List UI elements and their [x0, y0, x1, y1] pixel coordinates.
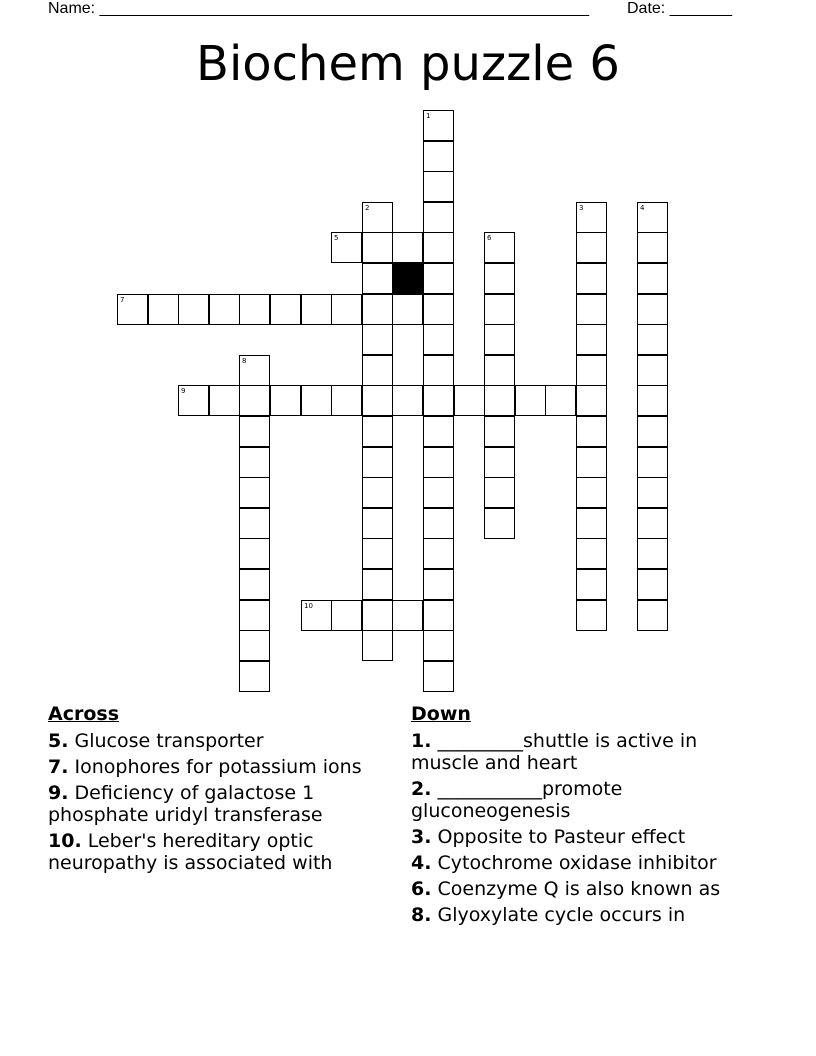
- grid-cell[interactable]: [637, 355, 668, 386]
- clue-text: Glucose transporter: [74, 730, 264, 752]
- clue-item: [411, 778, 761, 822]
- grid-cell[interactable]: [637, 416, 668, 447]
- grid-cell[interactable]: [301, 600, 332, 631]
- grid-cell[interactable]: [576, 477, 607, 508]
- grid-cell[interactable]: [637, 232, 668, 263]
- grid-cell[interactable]: [423, 630, 454, 661]
- grid-cell[interactable]: [117, 294, 148, 325]
- cell-number: 2: [365, 204, 370, 212]
- grid-cell[interactable]: [239, 416, 270, 447]
- clue-item: [411, 904, 761, 926]
- grid-cell[interactable]: [637, 324, 668, 355]
- clue-text: Cytochrome oxidase inhibitor: [437, 852, 717, 874]
- grid-cell[interactable]: [637, 477, 668, 508]
- grid-cell[interactable]: [239, 538, 270, 569]
- grid-cell[interactable]: [576, 447, 607, 478]
- grid-cell[interactable]: [576, 385, 607, 416]
- clue-item: [48, 830, 378, 874]
- grid-cell[interactable]: [637, 569, 668, 600]
- grid-cell[interactable]: [637, 508, 668, 539]
- grid-cell[interactable]: [576, 600, 607, 631]
- grid-cell[interactable]: [576, 416, 607, 447]
- grid-cell[interactable]: [423, 324, 454, 355]
- grid-cell[interactable]: [392, 385, 423, 416]
- grid-cell[interactable]: [239, 661, 270, 692]
- clue-item: [48, 730, 378, 752]
- clue-item: [411, 730, 761, 774]
- clue-number: 8.: [411, 904, 432, 926]
- grid-cell[interactable]: [576, 294, 607, 325]
- cell-number: 1: [426, 112, 431, 120]
- grid-cell[interactable]: [423, 232, 454, 263]
- grid-cell[interactable]: [331, 600, 362, 631]
- grid-cell[interactable]: [637, 385, 668, 416]
- grid-cell[interactable]: [484, 294, 515, 325]
- grid-cell[interactable]: [576, 538, 607, 569]
- clue-number: 5.: [48, 730, 69, 752]
- grid-cell[interactable]: [423, 661, 454, 692]
- across-clues: [48, 702, 378, 878]
- grid-cell[interactable]: [484, 447, 515, 478]
- grid-cell[interactable]: [423, 110, 454, 141]
- grid-cell[interactable]: [239, 630, 270, 661]
- grid-cell[interactable]: [239, 477, 270, 508]
- grid-cell[interactable]: [331, 385, 362, 416]
- cell-number: 6: [487, 234, 492, 242]
- grid-cell[interactable]: [637, 294, 668, 325]
- grid-cell[interactable]: [454, 385, 485, 416]
- grid-cell[interactable]: [637, 447, 668, 478]
- clue-number: 1.: [411, 730, 432, 752]
- grid-cell[interactable]: [423, 508, 454, 539]
- grid-cell[interactable]: [239, 355, 270, 386]
- grid-cell[interactable]: [362, 385, 393, 416]
- grid-cell[interactable]: [576, 508, 607, 539]
- grid-cell[interactable]: [362, 355, 393, 386]
- clue-number: 7.: [48, 756, 69, 778]
- grid-cell[interactable]: [576, 263, 607, 294]
- grid-cell[interactable]: [423, 385, 454, 416]
- grid-cell[interactable]: [239, 508, 270, 539]
- cell-number: 7: [120, 296, 125, 304]
- grid-cell[interactable]: [484, 232, 515, 263]
- grid-cell[interactable]: [423, 416, 454, 447]
- grid-cell[interactable]: [576, 324, 607, 355]
- grid-cell[interactable]: [423, 538, 454, 569]
- grid-cell[interactable]: [209, 294, 240, 325]
- cell-number: 10: [304, 602, 313, 610]
- grid-cell[interactable]: [576, 232, 607, 263]
- grid-cell[interactable]: [392, 232, 423, 263]
- clue-text: Coenzyme Q is also known as: [437, 878, 721, 900]
- grid-cell[interactable]: [423, 355, 454, 386]
- clue-item: [48, 782, 378, 826]
- grid-cell[interactable]: [515, 385, 546, 416]
- clue-number: 9.: [48, 782, 69, 804]
- grid-cell[interactable]: [392, 600, 423, 631]
- grid-cell[interactable]: [484, 385, 515, 416]
- name-field-label: Name: _______________________________________________________: [48, 0, 589, 17]
- grid-cell[interactable]: [637, 263, 668, 294]
- grid-cell[interactable]: [484, 324, 515, 355]
- grid-cell[interactable]: [239, 600, 270, 631]
- grid-cell[interactable]: [270, 294, 301, 325]
- grid-cell[interactable]: [362, 538, 393, 569]
- clue-item: [411, 826, 761, 848]
- grid-cell[interactable]: [362, 630, 393, 661]
- grid-cell[interactable]: [178, 385, 209, 416]
- grid-cell[interactable]: [362, 202, 393, 233]
- page-title: Biochem puzzle 6: [196, 36, 620, 92]
- grid-cell[interactable]: [148, 294, 179, 325]
- clue-text: Glyoxylate cycle occurs in: [437, 904, 686, 926]
- grid-cell[interactable]: [545, 385, 576, 416]
- clue-number: 4.: [411, 852, 432, 874]
- grid-cell[interactable]: [362, 600, 393, 631]
- cell-number: 8: [242, 357, 247, 365]
- clue-text: Deficiency of galactose 1 phosphate uridyl transferase: [48, 782, 323, 826]
- grid-cell[interactable]: [423, 202, 454, 233]
- black-cell: [392, 263, 423, 294]
- grid-cell[interactable]: [178, 294, 209, 325]
- grid-cell[interactable]: [423, 263, 454, 294]
- grid-cell[interactable]: [362, 324, 393, 355]
- clue-number: 2.: [411, 778, 432, 800]
- grid-cell[interactable]: [423, 141, 454, 172]
- grid-cell[interactable]: [484, 508, 515, 539]
- grid-cell[interactable]: [576, 569, 607, 600]
- grid-cell[interactable]: [637, 538, 668, 569]
- grid-cell[interactable]: [331, 232, 362, 263]
- grid-cell[interactable]: [423, 477, 454, 508]
- cell-number: 4: [640, 204, 645, 212]
- cell-number: 3: [579, 204, 584, 212]
- grid-cell[interactable]: [423, 569, 454, 600]
- grid-cell[interactable]: [423, 294, 454, 325]
- grid-cell[interactable]: [576, 202, 607, 233]
- grid-cell[interactable]: [239, 569, 270, 600]
- grid-cell[interactable]: [362, 232, 393, 263]
- grid-cell[interactable]: [362, 263, 393, 294]
- grid-cell[interactable]: [331, 294, 362, 325]
- grid-cell[interactable]: [637, 202, 668, 233]
- grid-cell[interactable]: [209, 385, 240, 416]
- grid-cell[interactable]: [270, 385, 301, 416]
- grid-cell[interactable]: [576, 355, 607, 386]
- grid-cell[interactable]: [362, 447, 393, 478]
- clue-item: [48, 756, 378, 778]
- down-heading: Down: [411, 703, 471, 725]
- grid-cell[interactable]: [484, 416, 515, 447]
- clue-text: Opposite to Pasteur effect: [437, 826, 686, 848]
- grid-cell[interactable]: [362, 416, 393, 447]
- cell-number: 9: [181, 387, 186, 395]
- grid-cell[interactable]: [484, 355, 515, 386]
- grid-cell[interactable]: [362, 477, 393, 508]
- clue-text: Leber's hereditary optic neuropathy is associated with: [48, 830, 333, 874]
- grid-cell[interactable]: [239, 447, 270, 478]
- clue-number: 3.: [411, 826, 432, 848]
- clue-item: [411, 852, 761, 874]
- date-field-label: Date: _______: [627, 0, 732, 17]
- grid-cell[interactable]: [301, 385, 332, 416]
- grid-cell[interactable]: [392, 294, 423, 325]
- grid-cell[interactable]: [239, 385, 270, 416]
- clue-text: _________shuttle is active in muscle and heart: [411, 730, 698, 774]
- grid-cell[interactable]: [362, 294, 393, 325]
- grid-cell[interactable]: [637, 600, 668, 631]
- grid-cell[interactable]: [423, 600, 454, 631]
- clue-number: 6.: [411, 878, 432, 900]
- grid-cell[interactable]: [301, 294, 332, 325]
- cell-number: 5: [334, 234, 339, 242]
- clue-item: [411, 878, 761, 900]
- down-clues: [411, 702, 761, 930]
- clue-text: ___________promote gluconeogenesis: [411, 778, 623, 822]
- grid-cell[interactable]: [484, 477, 515, 508]
- clue-text: Ionophores for potassium ions: [74, 756, 362, 778]
- grid-cell[interactable]: [423, 447, 454, 478]
- grid-cell[interactable]: [423, 171, 454, 202]
- grid-cell[interactable]: [484, 263, 515, 294]
- clue-number: 10.: [48, 830, 82, 852]
- grid-cell[interactable]: [362, 508, 393, 539]
- grid-cell[interactable]: [239, 294, 270, 325]
- grid-cell[interactable]: [362, 569, 393, 600]
- across-heading: Across: [48, 703, 120, 725]
